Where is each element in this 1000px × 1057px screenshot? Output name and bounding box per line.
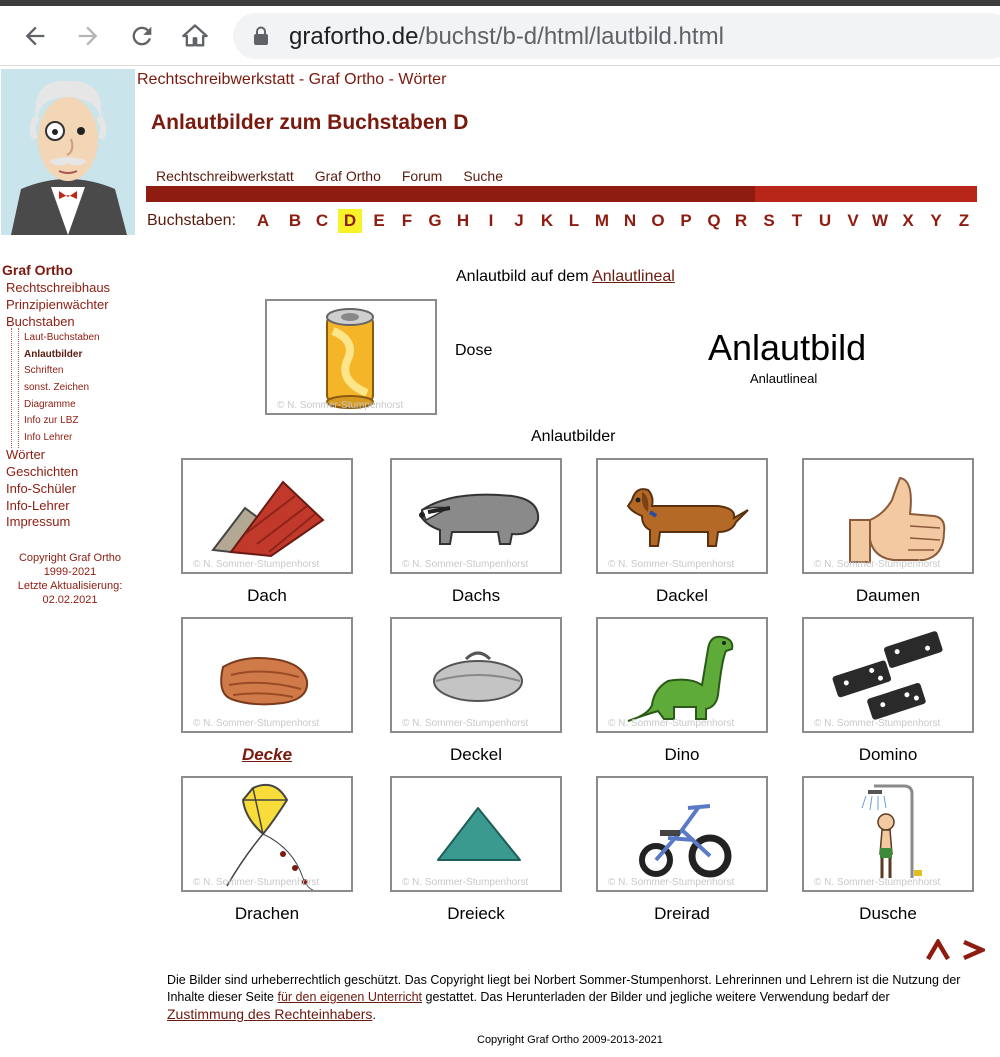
image-card — [181, 776, 353, 892]
anlautbild-subtitle: Anlautlineal — [750, 371, 818, 386]
nav-graf-ortho[interactable]: Graf Ortho — [314, 168, 381, 184]
url-host: grafortho.de — [289, 23, 419, 50]
card-caption-daumen: Daumen — [855, 586, 921, 605]
back-icon[interactable] — [19, 20, 51, 52]
sidebar-copyright-line: Copyright Graf Ortho — [18, 552, 122, 564]
top-navigation — [156, 168, 524, 184]
letter-w[interactable]: W — [871, 211, 889, 230]
sidebar-update-date: 02.02.2021 — [42, 594, 98, 606]
kite-icon — [183, 778, 351, 890]
image-card — [181, 617, 353, 733]
forward-icon[interactable] — [72, 20, 104, 52]
watermark: © N. Sommer-Stumpenhorst — [402, 718, 529, 729]
watermark: © N. Sommer-Stumpenhorst — [608, 559, 735, 570]
card-caption-drachen: Drachen — [234, 904, 300, 923]
browser-toolbar — [0, 6, 1000, 66]
card-caption-domino: Domino — [858, 745, 918, 764]
sidebar-sub-info-lehrer[interactable]: Info Lehrer — [24, 432, 73, 443]
letters-navigation — [146, 208, 976, 234]
card-caption-deckel: Deckel — [450, 745, 502, 764]
sidebar-item-woerter[interactable]: Wörter — [6, 447, 45, 462]
footer-copyright: Copyright Graf Ortho 2009-2013-2021 — [477, 1034, 663, 1046]
nav-rechtschreibwerkstatt[interactable]: Rechtschreibwerkstatt — [156, 168, 294, 184]
intro-line — [456, 268, 675, 286]
watermark: © N. Sommer-Stumpenhorst — [814, 877, 941, 888]
card-caption-dreieck: Dreieck — [447, 904, 505, 923]
triangle-icon — [392, 778, 560, 890]
notice-text-3: . — [372, 1008, 376, 1022]
sidebar-item-geschichten[interactable]: Geschichten — [6, 464, 79, 479]
sidebar-item-buchstaben[interactable]: Buchstaben — [6, 314, 75, 329]
watermark: © N. Sommer-Stumpenhorst — [277, 400, 404, 411]
watermark: © N. Sommer-Stumpenhorst — [814, 718, 941, 729]
card-caption-dusche: Dusche — [859, 904, 917, 923]
image-card — [181, 458, 353, 574]
sidebar-item-rechtschreibhaus[interactable]: Rechtschreibhaus — [6, 280, 111, 295]
sidebar-sub-schriften[interactable]: Schriften — [24, 365, 64, 376]
can-icon — [267, 301, 435, 413]
letter-x[interactable]: X — [902, 211, 914, 230]
letter-p[interactable]: P — [680, 211, 692, 230]
graf-ortho-portrait — [1, 69, 135, 235]
address-bar[interactable] — [233, 13, 1000, 59]
home-icon[interactable] — [179, 20, 211, 52]
letter-g[interactable]: G — [428, 211, 442, 230]
letter-n[interactable]: N — [623, 211, 637, 230]
sidebar-item-prinzipienwaechter[interactable]: Prinzipienwächter — [6, 297, 109, 312]
sidebar-title[interactable]: Graf Ortho — [2, 262, 73, 278]
image-card — [390, 458, 562, 574]
roof-icon — [183, 460, 351, 572]
letter-y[interactable]: Y — [930, 211, 942, 230]
watermark: © N. Sommer-Stumpenhorst — [608, 718, 735, 729]
sidebar-item-info-schueler[interactable]: Info-Schüler — [6, 481, 77, 496]
letter-a[interactable]: A — [256, 211, 270, 230]
letter-k[interactable]: K — [540, 211, 554, 230]
header-red-bar — [146, 186, 977, 202]
card-caption-dach: Dach — [247, 586, 287, 605]
url-text[interactable] — [289, 23, 724, 51]
watermark: © N. Sommer-Stumpenhorst — [193, 559, 320, 570]
sidebar-item-impressum[interactable]: Impressum — [6, 514, 71, 529]
main-word: Dose — [455, 342, 493, 359]
sidebar-item-info-lehrer[interactable]: Info-Lehrer — [6, 498, 70, 513]
letters-label: Buchstaben: — [147, 212, 236, 229]
image-card — [802, 617, 974, 733]
letter-s[interactable]: S — [763, 211, 775, 230]
sidebar-sub-info-lbz[interactable]: Info zur LBZ — [24, 415, 79, 426]
letter-u[interactable]: U — [818, 211, 832, 230]
image-card — [596, 776, 768, 892]
site-title: Rechtschreibwerkstatt - Graf Ortho - Wörter — [137, 71, 447, 88]
letter-t[interactable]: T — [791, 211, 803, 230]
reload-icon[interactable] — [126, 20, 158, 52]
domino-icon — [804, 619, 972, 731]
lid-icon — [392, 619, 560, 731]
arrow-right-icon[interactable] — [961, 939, 985, 966]
image-card — [802, 776, 974, 892]
thumb-icon — [804, 460, 972, 572]
notice-text-1: Die Bilder sind urheberrechtlich geschützt. Das Copyright liegt bei Norbert Sommer-Stumpenhorst. Lehrerinnen und Lehrern ist die Nutzung der Inhalte dieser Seite — [167, 973, 961, 1004]
nav-suche[interactable]: Suche — [463, 168, 504, 184]
own-lesson-link[interactable]: für den eigenen Unterricht — [277, 990, 423, 1004]
sidebar-copyright — [0, 551, 140, 607]
tricycle-icon — [598, 778, 766, 890]
lock-icon[interactable] — [253, 26, 269, 51]
letter-h[interactable]: H — [456, 211, 470, 230]
watermark: © N. Sommer-Stumpenhorst — [608, 877, 735, 888]
card-caption-decke[interactable]: Decke — [241, 745, 293, 764]
copyright-notice — [167, 972, 967, 1024]
sidebar-sub-laut-buchstaben[interactable]: Laut-Buchstaben — [24, 332, 100, 343]
nav-forum[interactable]: Forum — [401, 168, 443, 184]
anlautbild-title: Anlautbild — [708, 327, 867, 368]
url-path: /buchst/b-d/html/lautbild.html — [418, 23, 724, 50]
letter-i[interactable]: I — [488, 211, 494, 230]
letter-z[interactable]: Z — [958, 211, 970, 230]
letter-o[interactable]: O — [651, 211, 665, 230]
letter-q[interactable]: Q — [707, 211, 721, 230]
letter-d[interactable]: D — [338, 209, 362, 233]
watermark: © N. Sommer-Stumpenhorst — [193, 718, 320, 729]
badger-icon — [392, 460, 560, 572]
letter-e[interactable]: E — [373, 211, 385, 230]
dachshund-icon — [598, 460, 766, 572]
image-card — [390, 776, 562, 892]
main-image-frame — [265, 299, 437, 415]
image-card — [596, 458, 768, 574]
card-caption-dreirad: Dreirad — [654, 904, 710, 923]
intro-text: Anlautbild auf dem — [456, 268, 593, 285]
anlautlineal-link[interactable]: Anlautlineal — [592, 268, 675, 285]
watermark: © N. Sommer-Stumpenhorst — [193, 877, 320, 888]
letter-f[interactable]: F — [401, 211, 413, 230]
image-card — [596, 617, 768, 733]
letter-c[interactable]: C — [315, 211, 329, 230]
arrow-up-icon[interactable] — [926, 939, 950, 966]
page-heading: Anlautbilder zum Buchstaben D — [151, 111, 469, 134]
letter-r[interactable]: R — [734, 211, 748, 230]
watermark: © N. Sommer-Stumpenhorst — [402, 559, 529, 570]
shower-icon — [804, 778, 972, 890]
header-red-bar-dark — [146, 186, 755, 202]
image-card — [802, 458, 974, 574]
watermark: © N. Sommer-Stumpenhorst — [814, 559, 941, 570]
sidebar-sub-diagramme[interactable]: Diagramme — [24, 399, 76, 410]
permission-link[interactable]: Zustimmung des Rechteinhabers — [167, 1006, 373, 1022]
card-caption-dachs: Dachs — [451, 586, 501, 605]
section-label: Anlautbilder — [531, 428, 616, 445]
blanket-icon — [183, 619, 351, 731]
card-caption-dino: Dino — [664, 745, 700, 764]
sidebar — [0, 262, 134, 530]
sidebar-sub-anlautbilder[interactable]: Anlautbilder — [24, 349, 83, 360]
sidebar-sub-sonst-zeichen[interactable]: sonst. Zeichen — [24, 382, 90, 393]
letter-l[interactable]: L — [568, 211, 580, 230]
letter-j[interactable]: J — [514, 211, 524, 230]
letter-b[interactable]: B — [288, 211, 302, 230]
image-card — [390, 617, 562, 733]
card-caption-dackel: Dackel — [656, 586, 708, 605]
sidebar-copyright-years: 1999-2021 — [43, 566, 97, 578]
dino-icon — [598, 619, 766, 731]
sidebar-update-label: Letzte Aktualisierung: — [17, 580, 123, 592]
sidebar-tree-lines — [11, 328, 19, 448]
letter-m[interactable]: M — [594, 211, 610, 230]
watermark: © N. Sommer-Stumpenhorst — [402, 877, 529, 888]
notice-text-2: gestattet. Das Herunterladen der Bilder und jegliche weitere Verwendung bedarf der — [422, 990, 890, 1004]
letter-v[interactable]: V — [847, 211, 859, 230]
